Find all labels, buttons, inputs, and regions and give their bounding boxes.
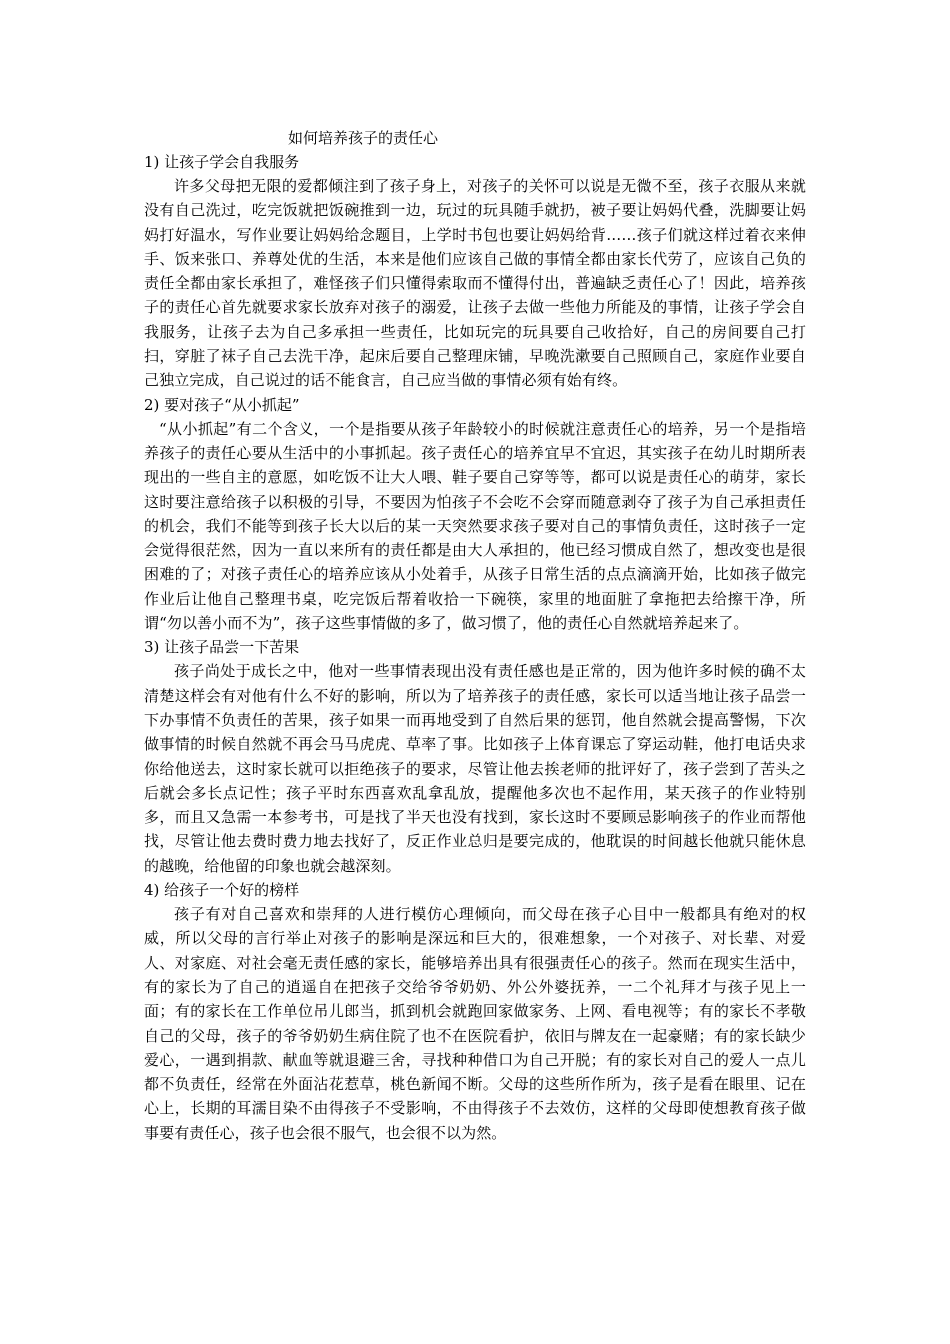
section-paragraph-1: 许多父母把无限的爱都倾注到了孩子身上，对孩子的关怀可以说是无微不至，孩子衣服从来就没有自己洗过，吃完饭就把饭碗推到一边，玩过的玩具随手就扔，被子要让妈妈代叠，洗脚要让妈妈打好温水，写作业要让妈妈给念题目，上学时书包也要让妈妈给背……孩子们就这样过着衣来伸手、饭来张口、养尊处优的生活，本来是他们应该自己做的事情全都由家长代劳了，应该自己负的责任全都由家长承担了，难怪孩子们只懂得索取而不懂得付出，普遍缺乏责任心了！因此，培养孩子的责任心首先就要求家长放弃对孩子的溺爱，让孩子去做一些他力所能及的事情，让孩子学会自我服务，让孩子去为自己多承担一些责任，比如玩完的玩具要自己收拾好，自己的房间要自己打扫，穿脏了袜子自己去洗干净，起床后要自己整理床铺，早晚洗漱要自己照顾自己，家庭作业要自己独立完成，自己说过的话不能食言，自己应当做的事情必须有始有终。 (144, 177, 806, 390)
section-heading-2: 2) 要对孩子“从小抓起” (144, 395, 300, 414)
section-paragraph-4: 孩子有对自己喜欢和崇拜的人进行模仿心理倾向，而父母在孩子心目中一般都具有绝对的权威，所以父母的言行举止对孩子的影响是深远和巨大的，很难想象，一个对孩子、对长辈、对爱人、对家庭、对社会毫无责任感的家长，能够培养出具有很强责任心的孩子。然而在现实生活中，有的家长为了自己的逍遥自在把孩子交给爷爷奶奶、外公外婆抚养，一二个礼拜才与孩子见上一面；有的家长在工作单位吊儿郎当，抓到机会就跑回家做家务、上网、看电视等；有的家长不孝敬自己的父母，孩子的爷爷奶奶生病住院了也不在医院看护，依旧与牌友在一起豪赌；有的家长缺少爱心，一遇到捐款、献血等就退避三舍，寻找种种借口为自己开脱；有的家长对自己的爱人一点儿都不负责任，经常在外面沾花惹草，桃色新闻不断。父母的这些所作所为，孩子是看在眼里、记在心上，长期的耳濡目染不由得孩子不受影响，不由得孩子不去效仿，这样的父母即使想教育孩子做事要有责任心，孩子也会很不服气，也会很不以为然。 (144, 905, 806, 1142)
section-paragraph-2: “从小抓起”有二个含义，一个是指要从孩子年龄较小的时候就注意责任心的培养，另一个是指培养孩子的责任心要从生活中的小事抓起。孩子责任心的培养宜早不宜迟，其实孩子在幼儿时期所表现出的一些自主的意愿，如吃饭不让大人喂、鞋子要自己穿等等，都可以说是责任心的萌芽，家长这时要注意给孩子以积极的引导，不要因为怕孩子不会吃不会穿而随意剥夺了孩子为自己承担责任的机会，我们不能等到孩子长大以后的某一天突然要求孩子要对自己的事情负责任，这时孩子一定会觉得很茫然，因为一直以来所有的责任都是由大人承担的，他已经习惯成自然了，想改变也是很困难的了；对孩子责任心的培养应该从小处着手，从孩子日常生活的点点滴滴开始，比如孩子做完作业后让他自己整理书桌，吃完饭后帮着收拾一下碗筷，家里的地面脏了拿拖把去给擦干净，所谓“勿以善小而不为”，孩子这些事情做的多了，做习惯了，他的责任心自然就培养起来了。 (144, 419, 806, 633)
document-title: 如何培养孩子的责任心 (288, 129, 439, 147)
document-page (144, 126, 806, 1145)
section-paragraph-3: 孩子尚处于成长之中，他对一些事情表现出没有责任感也是正常的，因为他许多时候的确不太清楚这样会有对他有什么不好的影响，所以为了培养孩子的责任感，家长可以适当地让孩子品尝一下办事情不负责任的苦果，孩子如果一而再地受到了自然后果的惩罚，他自然就会提高警惕，下次做事情的时候自然就不再会马马虎虎、草率了事。比如孩子上体育课忘了穿运动鞋，他打电话央求你给他送去，这时家长就可以拒绝孩子的要求，尽管让他去挨老师的批评好了，孩子尝到了苦头之后就会多长点记性；孩子平时东西喜欢乱拿乱放，提醒他多次也不起作用，某天孩子的作业特别多，而且又急需一本参考书，可是找了半天也没有找到，家长这时不要顾忌影响孩子的作业而帮他找，尽管让他去费时费力地去找好了，反正作业总归是要完成的，他耽误的时间越长他就只能休息的越晚，给他留的印象也就会越深刻。 (144, 662, 806, 875)
section-heading-4: 4) 给孩子一个好的榜样 (144, 881, 300, 900)
section-heading-3: 3) 让孩子品尝一下苦果 (144, 638, 300, 657)
section-heading-1: 1) 让孩子学会自我服务 (144, 153, 300, 171)
